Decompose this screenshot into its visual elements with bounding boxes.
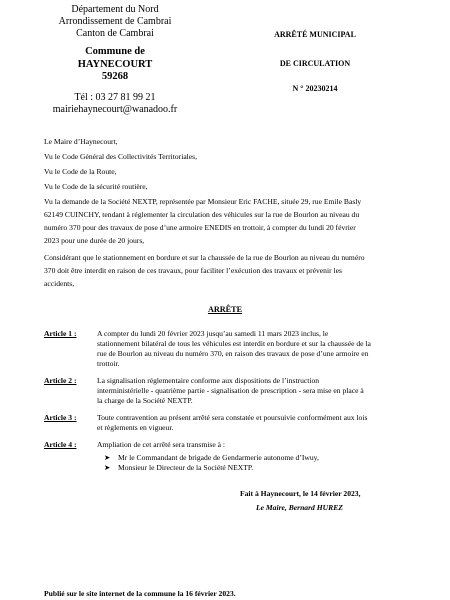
vu-code-securite: Vu le Code de la sécurité routière, xyxy=(44,182,148,191)
article-text: Ampliation de cet arrêté sera transmise à : xyxy=(97,440,225,449)
arrow-bullet-icon: ➤ xyxy=(104,453,111,462)
header-left-block xyxy=(30,4,200,116)
article-text: Toute contravention au présent arrêté sera constatée et poursuivie conformément aux lois et règlements en vigueur. xyxy=(97,413,368,432)
vu-demande-l4: 2023 pour une durée de 20 jours, xyxy=(44,236,145,245)
signature-signer: Le Maire, Bernard HUREZ xyxy=(256,503,343,512)
commune-label: Commune de xyxy=(85,46,145,57)
article-text: La signalisation réglementaire conforme aux dispositions de l’instruction interministérielle - quatrième partie - signalisation de prescription - sera mise en place à la charge de la Société NEXTP. xyxy=(97,376,364,405)
phone: Tél : 03 27 81 99 21 xyxy=(74,91,156,103)
recipient-item: ➤ Monsieur le Directeur de la Société NEXTP. xyxy=(104,463,254,472)
title-line1: ARRÊTÉ MUNICIPAL xyxy=(274,30,356,39)
article-label: Article 4 : xyxy=(44,440,77,449)
vu-demande-l1: Vu la demande de la Société NEXTP, représentée par Monsieur Eric FACHE, située 29, rue Emile Basly xyxy=(44,197,362,206)
vu-cgct: Vu le Code Général des Collectivités Territoriales, xyxy=(44,152,198,161)
arrondissement: Arrondissement de Cambrai xyxy=(58,16,172,27)
arrete-number: N ° 20230214 xyxy=(292,84,338,93)
signature-place-date: Fait à Haynecourt, le 14 février 2023, xyxy=(240,489,361,498)
considerant-l1: Considérant que le stationnement en bordure et sur la chaussée de la rue de Bourlon au niveau du numéro xyxy=(44,253,365,262)
vu-demande-l3: numéro 370 pour des travaux de pose d’une armoire ENEDIS en trottoir, à compter du lundi 20 février xyxy=(44,223,356,232)
departement: Département du Nord xyxy=(71,4,159,15)
recipient-item: ➤ Mr le Commandant de brigade de Gendarmerie autonome d’Iwuy, xyxy=(104,453,319,462)
postcode: 59268 xyxy=(101,71,129,82)
considerant-l3: accidents, xyxy=(44,279,75,288)
commune-name: HAYNECOURT xyxy=(77,58,153,70)
vu-demande-l2: 62149 CUINCHY, tendant à réglementer la circulation des véhicules sur la rue de Bourlon au niveau du xyxy=(44,210,360,219)
arrete-heading: ARRÊTE xyxy=(207,305,243,314)
article-label: Article 2 : xyxy=(44,376,77,385)
maire-line: Le Maire d’Haynecourt, xyxy=(44,137,118,146)
vu-code-route: Vu le Code de la Route, xyxy=(44,167,117,176)
considerant-l2: 370 doit être interdit en raison de ces travaux, pour faciliter l’exécution des travaux et prévenir les xyxy=(44,266,342,275)
article-text: A compter du lundi 20 février 2023 jusqu’au samedi 11 mars 2023 inclus, le stationnement bilatéral de tous les véhicules est interdit en bordure et sur la chaussée de la rue de Bourlon au niveau du numéro 370, en raison des travaux de pose d’une armoire en trottoir. xyxy=(97,329,371,368)
publication-note: Publié sur le site internet de la commune la 16 février 2023. xyxy=(44,589,236,598)
canton: Canton de Cambrai xyxy=(76,28,154,39)
arrow-bullet-icon: ➤ xyxy=(104,463,111,472)
article-label: Article 3 : xyxy=(44,413,77,422)
email: mairiehaynecourt@wanadoo.fr xyxy=(52,103,178,115)
title-line2: DE CIRCULATION xyxy=(279,59,351,68)
article-label: Article 1 : xyxy=(44,329,77,338)
